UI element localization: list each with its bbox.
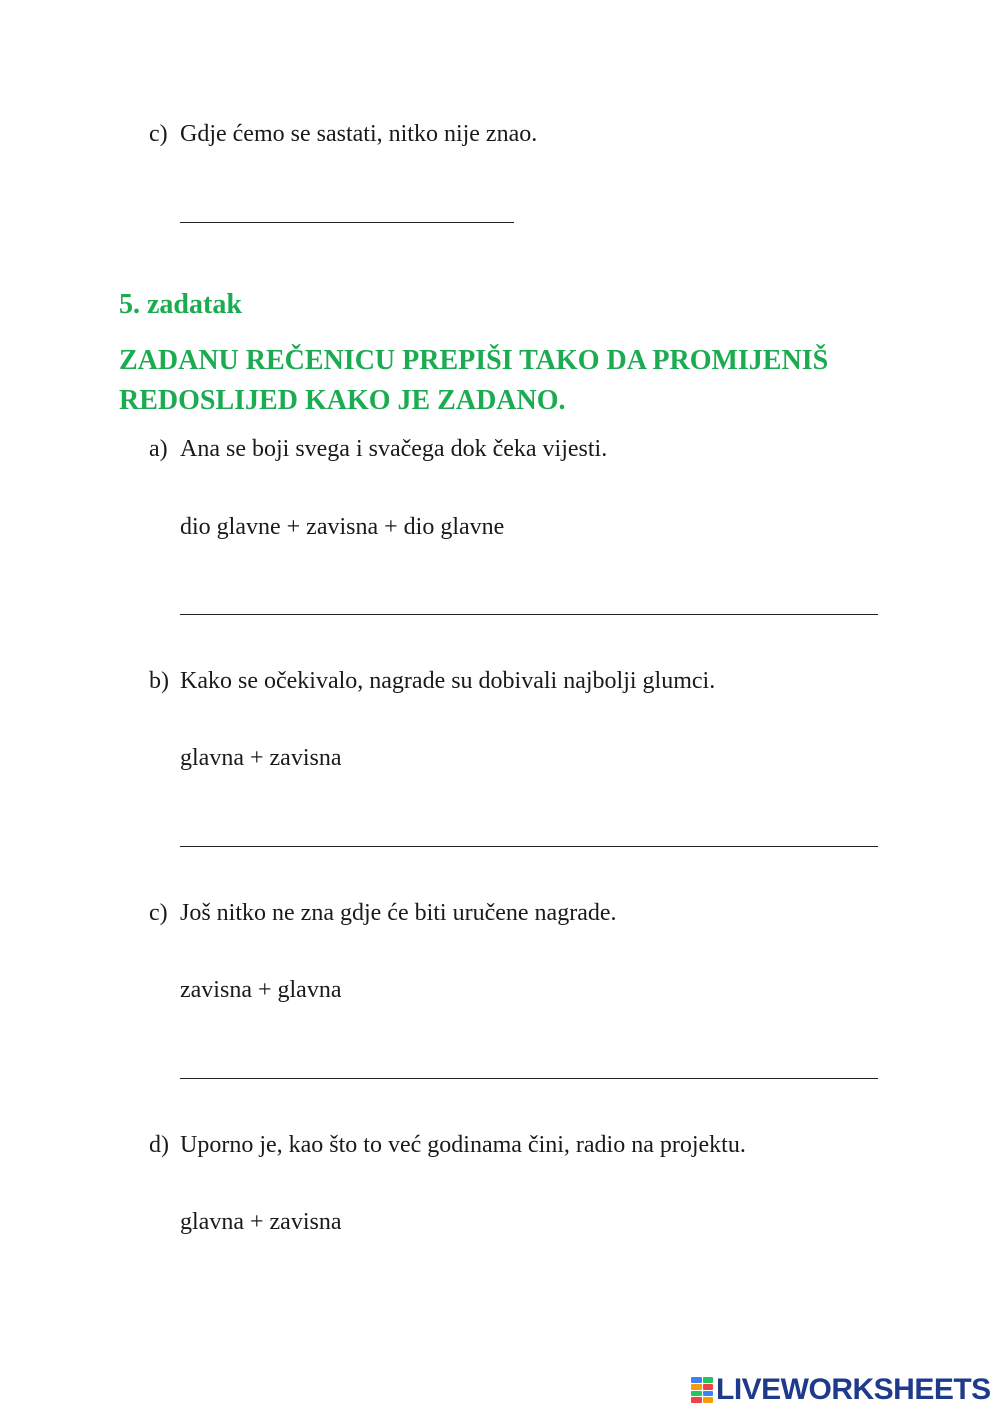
task5-item-c — [0, 900, 1000, 930]
item-letter: a) — [149, 436, 168, 462]
item-sentence: Još nitko ne zna gdje će biti uručene nagrade. — [180, 900, 617, 926]
order-pattern: zavisna + glavna — [180, 977, 342, 1003]
liveworksheets-logo-icon — [691, 1377, 713, 1403]
task5-item-b — [0, 668, 1000, 698]
item-sentence: Uporno je, kao što to već godinama čini, radio na projektu. — [180, 1132, 746, 1158]
item-sentence: Ana se boji svega i svačega dok čeka vijesti. — [180, 436, 608, 462]
task-instruction: ZADANU REČENICU PREPIŠI TAKO DA PROMIJENIŠ REDOSLIJED KAKO JE ZADANO. — [119, 345, 829, 416]
item-letter: d) — [149, 1132, 169, 1158]
task5-item-a — [0, 436, 1000, 466]
task-title: 5. zadatak — [119, 289, 242, 320]
order-pattern: glavna + zavisna — [180, 745, 342, 771]
liveworksheets-brand — [691, 1374, 991, 1406]
order-pattern: glavna + zavisna — [180, 1209, 342, 1235]
task5-item-d — [0, 1132, 1000, 1162]
answer-line-prev-c[interactable] — [180, 222, 514, 223]
answer-line-b[interactable] — [180, 846, 878, 847]
prev-item-c — [0, 121, 1000, 151]
brand-name: LIVEWORKSHEETS — [716, 1373, 991, 1406]
answer-line-c[interactable] — [180, 1078, 878, 1079]
item-sentence: Kako se očekivalo, nagrade su dobivali najbolji glumci. — [180, 668, 716, 694]
item-sentence: Gdje ćemo se sastati, nitko nije znao. — [180, 121, 538, 147]
order-pattern: dio glavne + zavisna + dio glavne — [180, 514, 505, 540]
item-letter: c) — [149, 121, 168, 147]
answer-line-a[interactable] — [180, 614, 878, 615]
item-letter: b) — [149, 668, 169, 694]
item-letter: c) — [149, 900, 168, 926]
